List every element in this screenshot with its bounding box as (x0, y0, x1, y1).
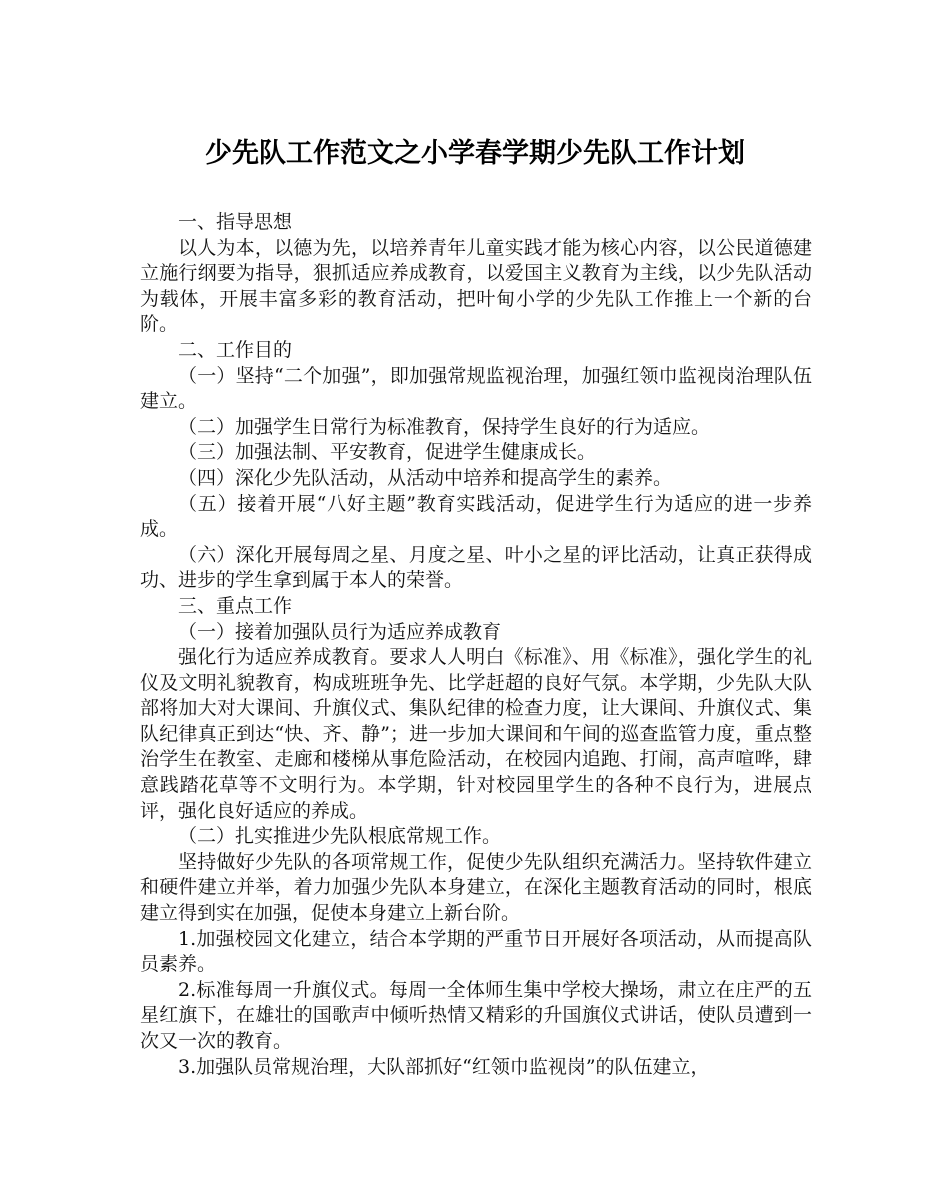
section-heading-key-work: 三、重点工作 (178, 594, 293, 617)
numbered-item: 3.加强队员常规治理，大队部抓好“红领巾监视岗”的队伍建立， (178, 1055, 710, 1078)
goal-item: （三）加强法制、平安教育，促进学生健康成长。 (178, 441, 597, 464)
numbered-item: 1.加强校园文化建立，结合本学期的严重节日开展好各项活动，从而提高队员素养。 (140, 927, 812, 976)
paragraph: 以人为本，以德为先，以培养青年儿童实践才能为核心内容，以公民道德建立施行纲要为指导，狠抓适应养成教育，以爱国主义教育为主线，以少先队活动为载体，开展丰富多彩的教育活动，把叶甸小学的少先队工作推上一个新的台阶。 (140, 236, 812, 336)
section-heading-guiding-ideology: 一、指导思想 (178, 211, 293, 233)
subsection-heading: （一）接着加强队员行为适应养成教育 (178, 620, 502, 643)
document-title: 少先队工作范文之小学春学期少先队工作计划 (205, 138, 745, 169)
paragraph: 强化行为适应养成教育。要求人人明白《标准》、用《标准》，强化学生的礼仪及文明礼貌教育，构成班班争先、比学赶超的良好气氛。本学期，少先队大队部将加大对大课间、升旗仪式、集队纪律的检查力度，让大课间、升旗仪式、集队纪律真正到达“快、齐、静”；进一步加大课间和午间的巡查监管力度，重点整治学生在教室、走廊和楼梯从事危险活动，在校园内追跑、打闹，高声喧哗，肆意践踏花草等不文明行为。本学期，针对校园里学生的各种不良行为，进展点评，强化良好适应的养成。 (140, 646, 812, 822)
goal-item: （五）接着开展“八好主题”教育实践活动，促进学生行为适应的进一步养成。 (140, 492, 812, 541)
document-body (140, 210, 812, 1080)
goal-item: （六）深化开展每周之星、月度之星、叶小之星的评比活动，让真正获得成功、进步的学生拿到属于本人的荣誉。 (140, 543, 812, 592)
subsection-heading: （二）扎实推进少先队根底常规工作。 (178, 825, 502, 848)
section-heading-work-goals: 二、工作目的 (178, 338, 293, 361)
numbered-item: 2.标准每周一升旗仪式。每周一全体师生集中学校大操场，肃立在庄严的五星红旗下，在雄壮的国歌声中倾听热情又精彩的升国旗仪式讲话，使队员遭到一次又一次的教育。 (140, 978, 812, 1052)
goal-item: （二）加强学生日常行为标准教育，保持学生良好的行为适应。 (178, 415, 711, 438)
goal-item: （一）坚持“二个加强”，即加强常规监视治理，加强红领巾监视岗治理队伍建立。 (140, 364, 812, 413)
goal-item: （四）深化少先队活动，从活动中培养和提高学生的素养。 (178, 466, 673, 489)
paragraph: 坚持做好少先队的各项常规工作，促使少先队组织充满活力。坚持软件建立和硬件建立并举，着力加强少先队本身建立，在深化主题教育活动的同时，根底建立得到实在加强，促使本身建立上新台阶。 (140, 850, 812, 925)
